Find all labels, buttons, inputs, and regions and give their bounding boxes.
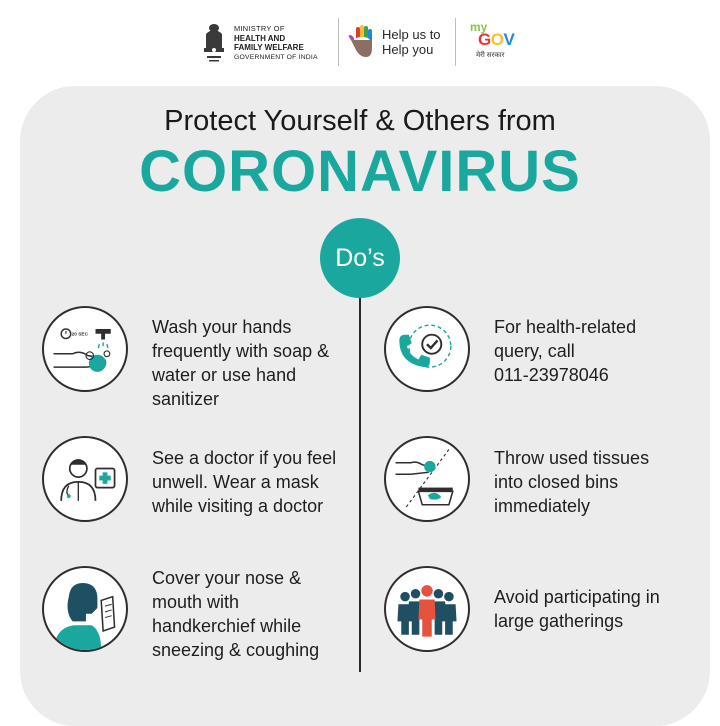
item-line: sanitizer <box>152 389 220 409</box>
item-line: 011-23978046 <box>494 365 609 385</box>
item-line: water or use hand <box>152 365 297 385</box>
colorful-hand-icon <box>348 24 378 58</box>
item-line: For health-related <box>494 317 637 337</box>
item-line: sneezing & coughing <box>152 640 320 660</box>
item-line: handkerchief while <box>152 616 302 636</box>
ministry-logo <box>200 22 330 66</box>
item-line: unwell. Wear a mask <box>152 472 319 492</box>
item-line: mouth with <box>152 592 240 612</box>
ministry-line-4: GOVERNMENT OF INDIA <box>234 53 318 61</box>
item-line: into closed bins <box>494 472 619 492</box>
header-divider-2 <box>455 18 456 66</box>
item-line: Cover your nose & <box>152 568 302 588</box>
item-line: Wash your hands <box>152 317 292 337</box>
header-divider <box>338 18 339 66</box>
item-line: See a doctor if you feel <box>152 448 337 468</box>
item-line: frequently with soap & <box>152 341 330 361</box>
ministry-line-2: HEALTH AND <box>234 33 286 43</box>
mygov-gov <box>478 30 514 50</box>
mygov-o: O <box>490 30 504 49</box>
handwash-icon <box>42 306 128 392</box>
item-doctor <box>152 446 336 518</box>
item-handwash <box>152 315 329 411</box>
item-line: while visiting a doctor <box>152 496 324 516</box>
item-gatherings <box>494 585 660 633</box>
crowd-icon <box>384 566 470 652</box>
doctor-icon <box>42 436 128 522</box>
item-phone <box>494 315 636 387</box>
poster-title: Protect Yourself & Others from <box>164 105 556 137</box>
item-line: large gatherings <box>494 611 624 631</box>
header <box>0 14 720 74</box>
mygov-g: G <box>478 30 491 49</box>
timer-label: 20 SEC <box>71 332 89 338</box>
ministry-line-1: MINISTRY OF <box>234 24 285 33</box>
mygov-v: V <box>503 30 515 49</box>
help-line-2: Help you <box>382 42 434 57</box>
national-emblem-icon <box>200 22 228 66</box>
phone-check-icon <box>384 306 470 392</box>
item-line: query, call <box>494 341 575 361</box>
item-line: immediately <box>494 496 591 516</box>
ministry-line-3: FAMILY WELFARE <box>234 43 304 52</box>
tissue-bin-icon <box>384 436 470 522</box>
sneeze-icon <box>42 566 128 652</box>
help-line-1: Help us to <box>382 27 441 42</box>
help-us-logo <box>348 22 448 66</box>
item-line: Throw used tissues <box>494 448 650 468</box>
dos-badge: Do’s <box>320 218 400 298</box>
mygov-subtitle: मेरी सरकार <box>476 52 505 59</box>
center-divider <box>359 280 361 672</box>
poster-headline: CORONAVIRUS <box>139 139 581 204</box>
item-tissue <box>494 446 649 518</box>
mygov-logo <box>468 20 528 66</box>
mygov-my: my <box>470 20 488 34</box>
item-sneeze <box>152 566 319 662</box>
item-line: Avoid participating in <box>494 587 660 607</box>
